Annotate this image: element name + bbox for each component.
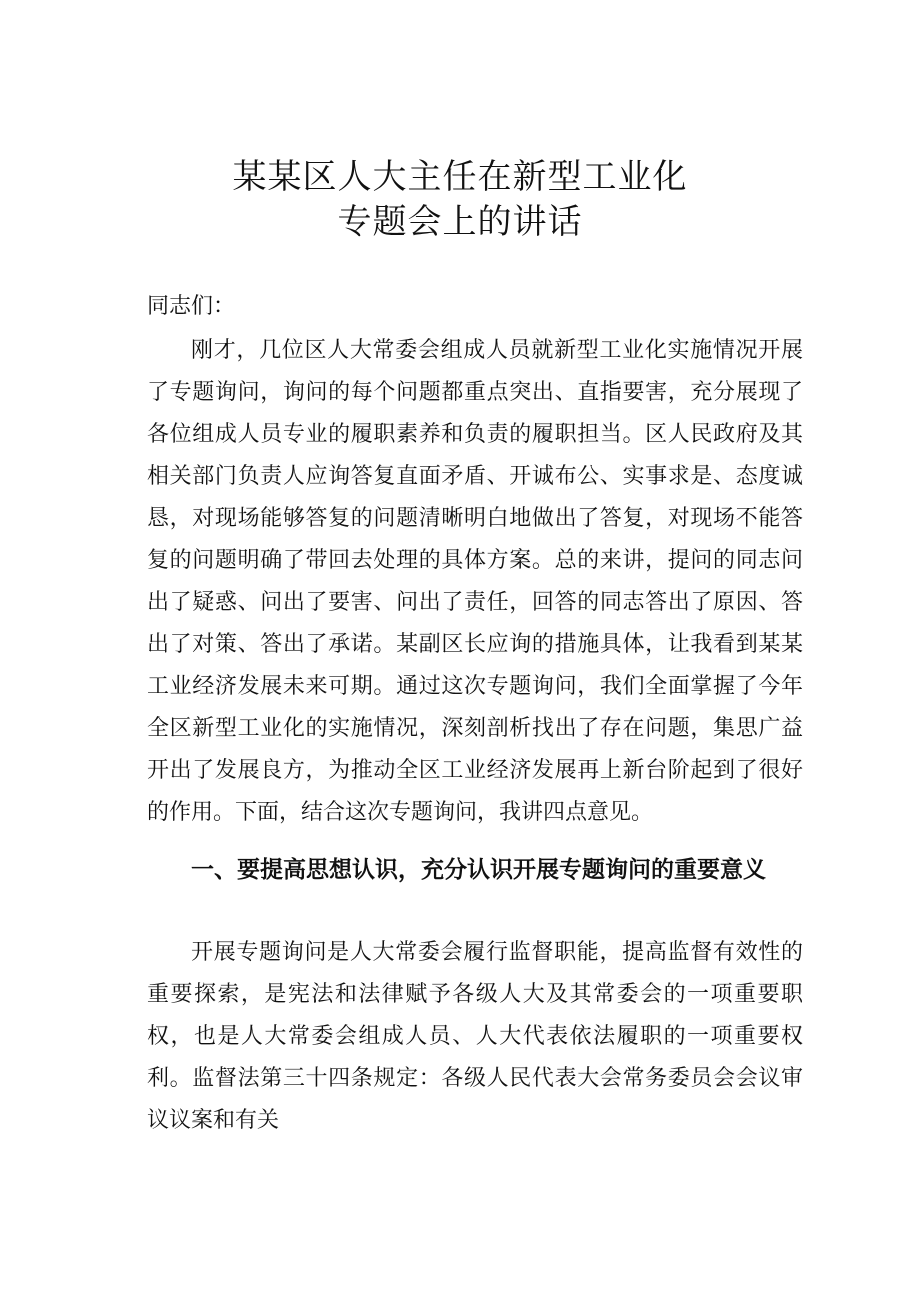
paragraph-1: 刚才，几位区人大常委会组成人员就新型工业化实施情况开展了专题询问，询问的每个问题都重点突出、直指要害，充分展现了各位组成人员专业的履职素养和负责的履职担当。区人民政府及其相关部门负责人应询答复直面矛盾、开诚布公、实事求是、态度诚恳，对现场能够答复的问题清晰明白地做出了答复，对现场不能答复的问题明确了带回去处理的具体方案。总的来讲，提问的同志问出了疑惑、问出了要害、问出了责任，回答的同志答出了原因、答出了对策、答出了承诺。某副区长应询的措施具体，让我看到某某工业经济发展未来可期。通过这次专题询问，我们全面掌握了今年全区新型工业化的实施情况，深刻剖析找出了存在问题，集思广益开出了发展良方，为推动全区工业经济发展再上新台阶起到了很好的作用。下面，结合这次专题询问，我讲四点意见。	[147, 338, 803, 825]
paragraph-2: 开展专题询问是人大常委会履行监督职能，提高监督有效性的重要探索，是宪法和法律赋予各级人大及其常委会的一项重要职权，也是人大常委会组成人员、人大代表依法履职的一项重要权利。监督法第三十四条规定：各级人民代表大会常务委员会会议审议议案和有关	[147, 940, 803, 1133]
section-heading-1: 一、要提高思想认识，充分认识开展专题询问的重要意义	[191, 857, 766, 883]
document-title-line-1: 某某区人大主任在新型工业化	[232, 157, 688, 197]
salutation: 同志们：	[147, 294, 236, 319]
document-title-line-2: 专题会上的讲话	[337, 202, 583, 242]
